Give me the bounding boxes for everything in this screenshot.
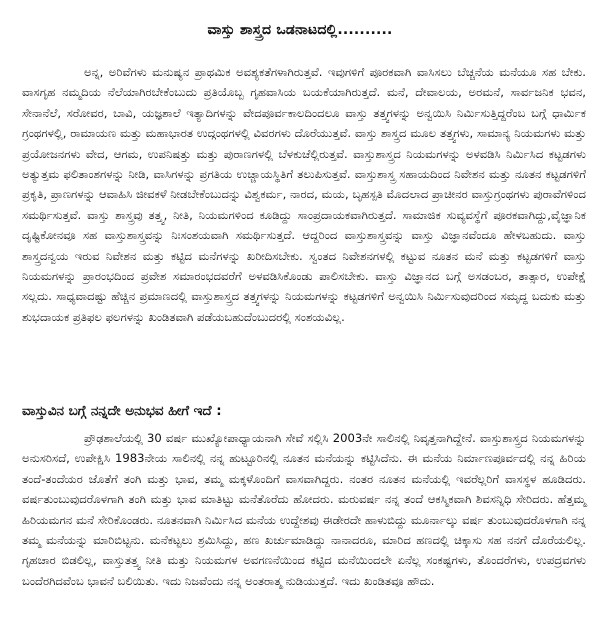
- section-heading: ವಾಸ್ತುವಿನ ಬಗ್ಗೆ ನನ್ನದೇ ಅನುಭವ ಹೀಗೆ ಇದೆ :: [22, 404, 222, 419]
- intro-paragraph: ಅನ್ನ, ಅರಿವೆಗಳು ಮನುಷ್ಯನ ಪ್ರಾಥಮಿಕ ಅವಶ್ಯಕತೆಗಳಾಗಿರುತ್ತವೆ. ಇವುಗಳಿಗೆ ಪೂರಕವಾಗಿ ವಾಸಿಸಲು ಬೆಚ್ಚನೆಯ ಮನೆಯೂ ಸಹ ಬೇಕು. ವಾಸಗೃಹ ನಮ್ಮದಿಯ ನೆಲೆಯಾಗಿರಬೇಕೆಂಬುದು ಪ್ರತಿಯೊಬ್ಬ ಗೃಹವಾಸಿಯ ಬಯಕೆಯಾಗಿರುತ್ತದೆ. ಮನೆ, ದೇವಾಲಯ, ಅರಮನೆ, ಸಾರ್ವಜನಿಕ ಭವನ, ಸೇನಾನೆಲೆ, ಸರೋವರ, ಬಾವಿ, ಯಜ್ಞಶಾಲೆ ಇತ್ಯಾದಿಗಳನ್ನು ವೇದಪೂರ್ವಕಾಲದಿಂದಲೂ ವಾಸ್ತು ತತ್ತ್ವಗಳನ್ನು ಅನ್ವಯಿಸಿ ನಿರ್ಮಿಸುತ್ತಿದ್ದರೆಂಬ ಬಗ್ಗೆ ಧಾರ್ಮಿಕ ಗ್ರಂಥಗಳಲ್ಲಿ, ರಾಮಾಯಣ ಮತ್ತು ಮಹಾಭಾರತ ಉದ್ಗಂಥಗಳಲ್ಲಿ ವಿವರಗಳು ದೊರೆಯುತ್ತವೆ. ವಾಸ್ತು ಶಾಸ್ತ್ರದ ಮೂಲ ತತ್ತ್ವಗಳು, ಸಾಮಾನ್ಯ ನಿಯಮಗಳು ಮತ್ತು ಪ್ರಯೋಜನಗಳು ವೇದ, ಆಗಮ, ಉಪನಿಷತ್ತು ಮತ್ತು ಪುರಾಣಗಳಲ್ಲಿ ಬೆಳಕುಚೆಲ್ಲಿರುತ್ತವೆ. ವಾಸ್ತುಶಾಸ್ತ್ರದ ನಿಯಮಗಳನ್ನು ಅಳವಡಿಸಿ ನಿರ್ಮಿಸಿದ ಕಟ್ಟಡಗಳು ಅತ್ಯುತ್ತಮ ಫಲಿತಾಂಶಗಳನ್ನು ನೀಡಿ, ವಾಸಿಗಳನ್ನು ಪ್ರಗತಿಯ ಉಚ್ಚಾಯಸ್ಥಿತಿಗೆ ತಲುಪಿಸುತ್ತವೆ. ವಾಸ್ತುಶಾಸ್ತ್ರ ಸಹಾಯದಿಂದ ನಿವೇಶನ ಮತ್ತು ನೂತನ ಕಟ್ಟಡಗಳಿಗೆ ಪ್ರಕೃತಿ, ಪ್ರಾಣಗಳನ್ನು ಆವಾಹಿಸಿ ಜೀವಕಳೆ ನೀಡಬೇಕೆಂಬುದನ್ನು ವಿಶ್ವಕರ್ಮ, ನಾರದ, ಮಯ, ಬೃಹಸ್ಪತಿ ಮೊದಲಾದ ಪ್ರಾಚೀನರ ವಾಸ್ತುಗ್ರಂಥಗಳು ಪುರಾವೆಗಳಿಂದ ಸಮರ್ಥಿಸುತ್ತವೆ. ವಾಸ್ತು ಶಾಸ್ತ್ರವು ತತ್ತ್ವ, ನೀತಿ, ನಿಯಮಗಳಿಂದ ಕೂಡಿದ್ದು ಸಾಂಪ್ರದಾಯಕವಾಗಿರುತ್ತದೆ. ಸಾಮಾಜಿಕ ಸುವ್ಯವಸ್ಥೆಗೆ ಪೂರಕವಾಗಿದ್ದು,ವೈಜ್ಞಾನಿಕ ದೃಷ್ಟಿಕೋನವೂ ಸಹ ವಾಸ್ತುಶಾಸ್ತ್ರವನ್ನು ನಿಃಸಂಶಯವಾಗಿ ಸಮರ್ಥಿಸುತ್ತದೆ. ಆದ್ದರಿಂದ ವಾಸ್ತುಶಾಸ್ತ್ರವನ್ನು ವಾಸ್ತು ವಿಜ್ಞಾನವೆಂದೂ ಹೇಳಬಹುದು. ವಾಸ್ತು ಶಾಸ್ತ್ರದನ್ವಯ ಇರುವ ನಿವೇಶನ ಮತ್ತು ಕಟ್ಟಿದ ಮನೆಗಳನ್ನು ಖರೀದಿಸಬೇಕು. ಸ್ವಂತದ ನಿವೇಶನಗಳಲ್ಲಿ ಕಟ್ಟುವ ನೂತನ ಮನೆ ಮತ್ತು ಕಟ್ಟಡಗಳಿಗೆ ವಾಸ್ತು ನಿಯಮಗಳನ್ನು ಪ್ರಾರಂಭದಿಂದ ಪ್ರವೇಶ ಸಮಾರಂಭದವರೆಗೆ ಅಳವಡಿಸಿಕೊಂಡು ಪಾಲಿಸಬೇಕು. ವಾಸ್ತು ವಿಜ್ಞಾನದ ಬಗ್ಗೆ ಅಸಡಂಬರ, ತಾತ್ಸಾರ, ಉಪೇಕ್ಷೆ ಸಲ್ಲದು. ಸಾಧ್ಯವಾದಷ್ಟು ಹೆಚ್ಚಿನ ಪ್ರಮಾಣದಲ್ಲಿ ವಾಸ್ತುಶಾಸ್ತ್ರದ ತತ್ತ್ವಗಳನ್ನು ನಿಯಮಗಳನ್ನು ಕಟ್ಟಡಗಳಿಗೆ ಅನ್ವಯಿಸಿ ನಿರ್ಮಿಸುವುದರಿಂದ ಸಮೃದ್ಧ ಬದುಕು ಮತ್ತು ಶುಭದಾಯಕ ಪ್ರತಿಫಲ ಫಲಗಳನ್ನು ಖಂಡಿತವಾಗಿ ಪಡೆಯಬಹುದೆಂಬುದರಲ್ಲಿ ಸಂಶಯವಿಲ್ಲ.: [22, 65, 586, 324]
- experience-paragraph: ಪ್ರೌಢಶಾಲೆಯಲ್ಲಿ 30 ವರ್ಷ ಮುಖ್ಯೋಪಾಧ್ಯಾಯನಾಗಿ ಸೇವೆ ಸಲ್ಲಿಸಿ 2003ನೇ ಸಾಲಿನಲ್ಲಿ ನಿವೃತ್ತನಾಗಿದ್ದೇನೆ. ವಾಸ್ತುಶಾಸ್ತ್ರದ ನಿಯಮಗಳನ್ನು ಅನುಸರಿಸದೆ, ಉಪೇಕ್ಷಿಸಿ 1983ನೇಯ ಸಾಲಿನಲ್ಲಿ ನನ್ನ ಹುಟ್ಟೂರಿನಲ್ಲಿ ನೂತನ ಮನೆಯನ್ನು ಕಟ್ಟಿಸಿದೆನು. ಈ ಮನೆಯ ನಿರ್ಮಾಣಪೂರ್ವದಲ್ಲಿ ನನ್ನ ಹಿರಿಯ ತಂದೆ-ತಂದೆಯರ ಜೊತೆಗೆ ತಂಗಿ ಮತ್ತು ಭಾವ, ತಮ್ಮ ಮಕ್ಕಳೊಂದಿಗೆ ವಾಸವಾಗಿದ್ದರು. ನಂತರ ನೂತನ ಮನೆಯಲ್ಲಿ ಇವರೆಲ್ಲರಿಗೆ ವಾಸಸ್ಥಳ ಹೂಡಿದರು. ವರ್ಷತುಂಬುವುದರೊಳಗಾಗಿ ತಂಗಿ ಮತ್ತು ಭಾವ ಮಾತಿಟ್ಟು ಮನೆತೊರೆದು ಹೋದರು. ಮರುವರ್ಷ ನನ್ನ ತಂದೆ ಆಕಸ್ಮಿಕವಾಗಿ ಶಿವಸನ್ನಿಧಿ ಸೇರಿದರು. ಹೆತ್ತಮ್ಮ ಹಿರಿಯಮಗನ ಮನೆ ಸೇರಿಕೊಂಡರು. ನೂತನವಾಗಿ ನಿರ್ಮಿಸಿದ ಮನೆಯ ಉದ್ದೇಶವು ಈಡೇರದೇ ಹಾಳುಬಿದ್ದು ಮೂರ್ನಾಲ್ಕು ವರ್ಷ ತುಂಬುವುದರೊಳಗಾಗಿ ನನ್ನ ತಮ್ಮ ಮನೆಯನ್ನು ಮಾರಿಬಿಟ್ಟನು. ಮನೆಕಟ್ಟಲು ಶ್ರಮಿಸಿದ್ದು, ಹಣ ಖರ್ಚುಮಾಡಿದ್ದು ನಾನಾದರೂ, ಮಾರಿದ ಹಣದಲ್ಲಿ ಚಿಕ್ಕಾಸು ಸಹ ನನಗೆ ದೊರೆಯಲಿಲ್ಲ. ಗೃಹಚಾರ ಬಿಡಲಿಲ್ಲ, ವಾಸ್ತುತತ್ತ್ವ ನೀತಿ ಮತ್ತು ನಿಯಮಗಳ ಅವಗಣನೆಯಿಂದ ಕಟ್ಟಿದ ಮನೆಯಿಂದಲೇ ಏನೆಲ್ಲ ಸಂಕಷ್ಟಗಳು, ತೊಂದರೆಗಳು, ಉಪದ್ರವಗಳು ಬಂದೆರಗಿದವೆಂಬ ಭಾವನೆ ಬಲಿಯಿತು. ಇದು ನಿಜವೆಂದು ನನ್ನ ಅಂತರಾತ್ಮ ನುಡಿಯುತ್ತದೆ. ಇದು ಖಂಡಿತವೂ ಹೌದು.: [22, 431, 586, 588]
- document-title: ವಾಸ್ತು ಶಾಸ್ತ್ರದ ಒಡನಾಟದಲ್ಲಿ..........: [207, 22, 393, 38]
